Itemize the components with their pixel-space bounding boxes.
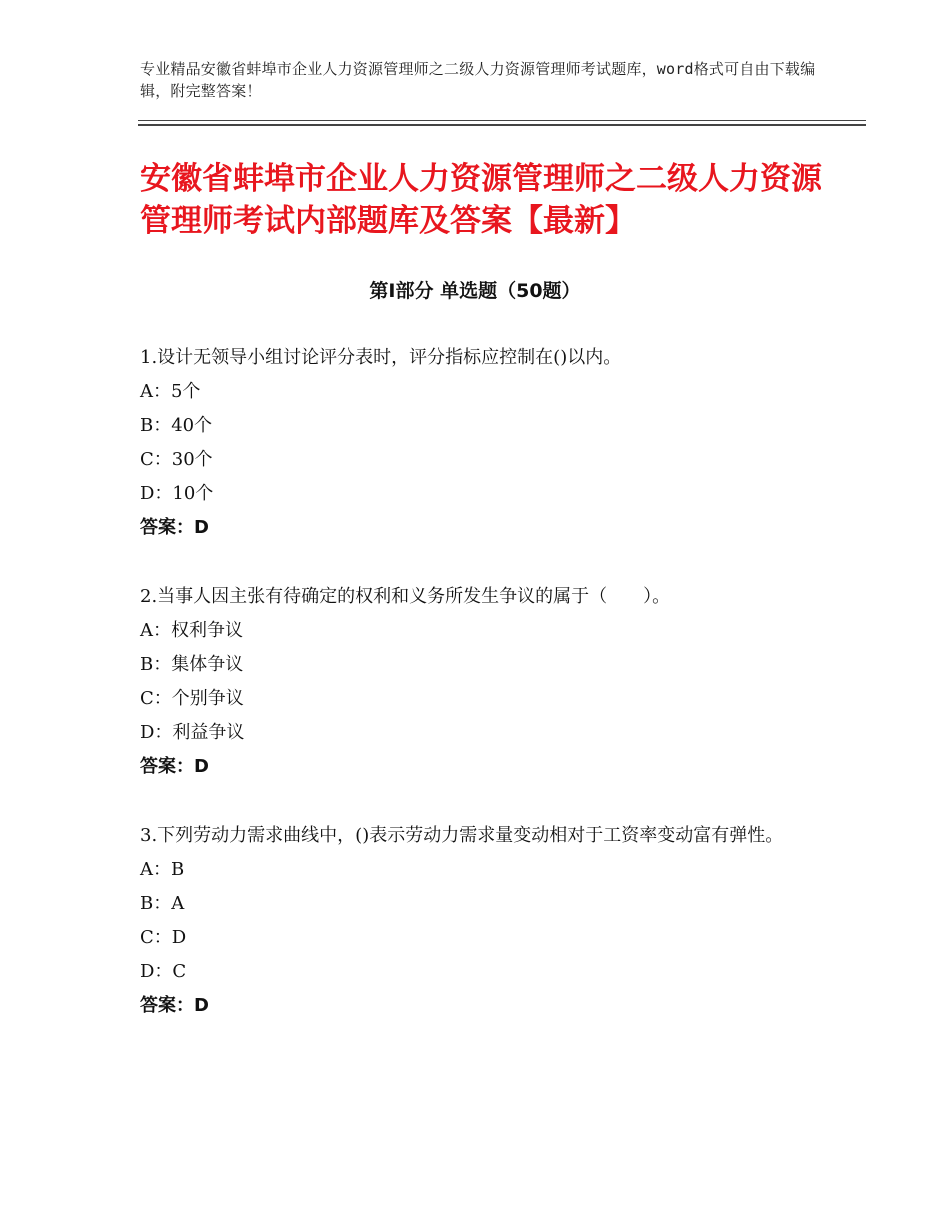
option-c: C：D [140, 927, 187, 948]
option-d: D：10个 [140, 483, 214, 504]
section-title: 第Ⅰ部分 单选题（50题） [369, 280, 581, 302]
document-title: 安徽省蚌埠市企业人力资源管理师之二级人力资源管理师考试内部题库及答案【最新】 [140, 161, 822, 239]
option-c: C：个别争议 [140, 688, 244, 709]
option-d: D：C [140, 961, 187, 982]
answer: 答案：D [140, 756, 209, 777]
question-stem: 2.当事人因主张有待确定的权利和义务所发生争议的属于（ ）。 [140, 586, 671, 607]
option-a: A：5个 [140, 381, 201, 402]
answer: 答案：D [140, 517, 209, 538]
question-1 [140, 341, 820, 545]
option-a: A：B [140, 859, 185, 880]
question-stem: 3.下列劳动力需求曲线中，()表示劳动力需求量变动相对于工资率变动富有弹性。 [140, 825, 784, 846]
answer: 答案：D [140, 995, 209, 1016]
option-b: B：A [140, 893, 185, 914]
option-b: B：集体争议 [140, 654, 244, 675]
question-3 [140, 819, 795, 1023]
option-d: D：利益争议 [140, 722, 245, 743]
option-c: C：30个 [140, 449, 213, 470]
header-divider-thick [138, 124, 866, 126]
option-a: A：权利争议 [140, 620, 243, 641]
option-b: B：40个 [140, 415, 213, 436]
header-divider-thin [138, 120, 866, 121]
question-2 [140, 580, 820, 784]
question-stem: 1.设计无领导小组讨论评分表时，评分指标应控制在()以内。 [140, 347, 622, 368]
header-note: 专业精品安徽省蚌埠市企业人力资源管理师之二级人力资源管理师考试题库，word格式可自由下载编辑，附完整答案！ [140, 60, 816, 100]
